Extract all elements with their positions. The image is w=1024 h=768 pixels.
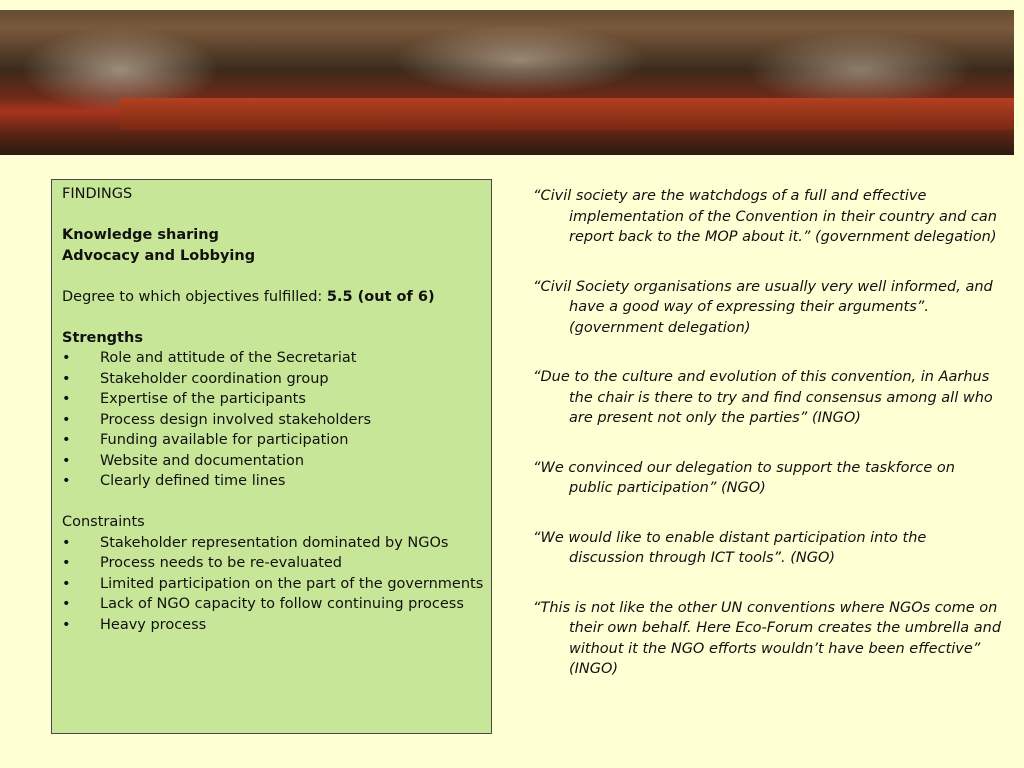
list-item: • Expertise of the participants <box>62 391 306 407</box>
list-item: • Role and attitude of the Secretariat <box>62 350 357 366</box>
strengths-heading: Strengths <box>62 329 143 346</box>
degree-value: 5.5 (out of 6) <box>326 288 435 305</box>
findings-heading: FINDINGS <box>62 186 133 202</box>
list-item: • Clearly defined time lines <box>62 473 286 489</box>
quote: “Civil Society organisations are usually very well informed, and have a good way of expressing their arguments”. (government delegation) <box>533 278 993 336</box>
list-item: • Heavy process <box>62 616 207 633</box>
list-item: • Lack of NGO capacity to follow continuing process <box>62 596 464 612</box>
list-item: • Process design involved stakeholders <box>62 411 371 428</box>
quote: “We convinced our delegation to support the taskforce on public participation” (NGO) <box>533 459 955 496</box>
list-item: • Website and documentation <box>62 452 305 469</box>
degree-label: Degree to which objectives fulfilled: <box>62 288 327 305</box>
findings-panel <box>51 179 492 734</box>
constraints-heading: Constraints <box>62 514 145 530</box>
strengths-list <box>62 348 491 492</box>
list-item: • Process needs to be re-evaluated <box>62 555 343 571</box>
conference-photo-banner <box>0 0 1014 155</box>
degree-line <box>62 287 491 308</box>
topic-knowledge-sharing: Knowledge sharing <box>62 227 219 243</box>
quotes-column <box>533 186 1003 709</box>
quote: “Due to the culture and evolution of this convention, in Aarhus the chair is there to try and find consensus among all who are present not only the parties” (INGO) <box>533 369 993 426</box>
list-item: • Stakeholder coordination group <box>62 370 329 387</box>
quote: “Civil society are the watchdogs of a full and effective implementation of the Convention in their country and can report back to the MOP about it.” (government delegation) <box>533 188 997 245</box>
list-item: • Stakeholder representation dominated by NGOs <box>62 534 449 551</box>
constraints-list <box>62 533 491 636</box>
list-item: • Funding available for participation <box>62 432 349 448</box>
list-item: • Limited participation on the part of the governments <box>62 575 484 592</box>
quote: “This is not like the other UN conventions where NGOs come on their own behalf. Here Eco-Forum creates the umbrella and without it the NGO efforts wouldn’t have been effective” (INGO) <box>533 599 1002 677</box>
quote: “We would like to enable distant participation into the discussion through ICT tools”. (NGO) <box>533 529 927 566</box>
topic-advocacy-lobbying: Advocacy and Lobbying <box>62 247 256 264</box>
